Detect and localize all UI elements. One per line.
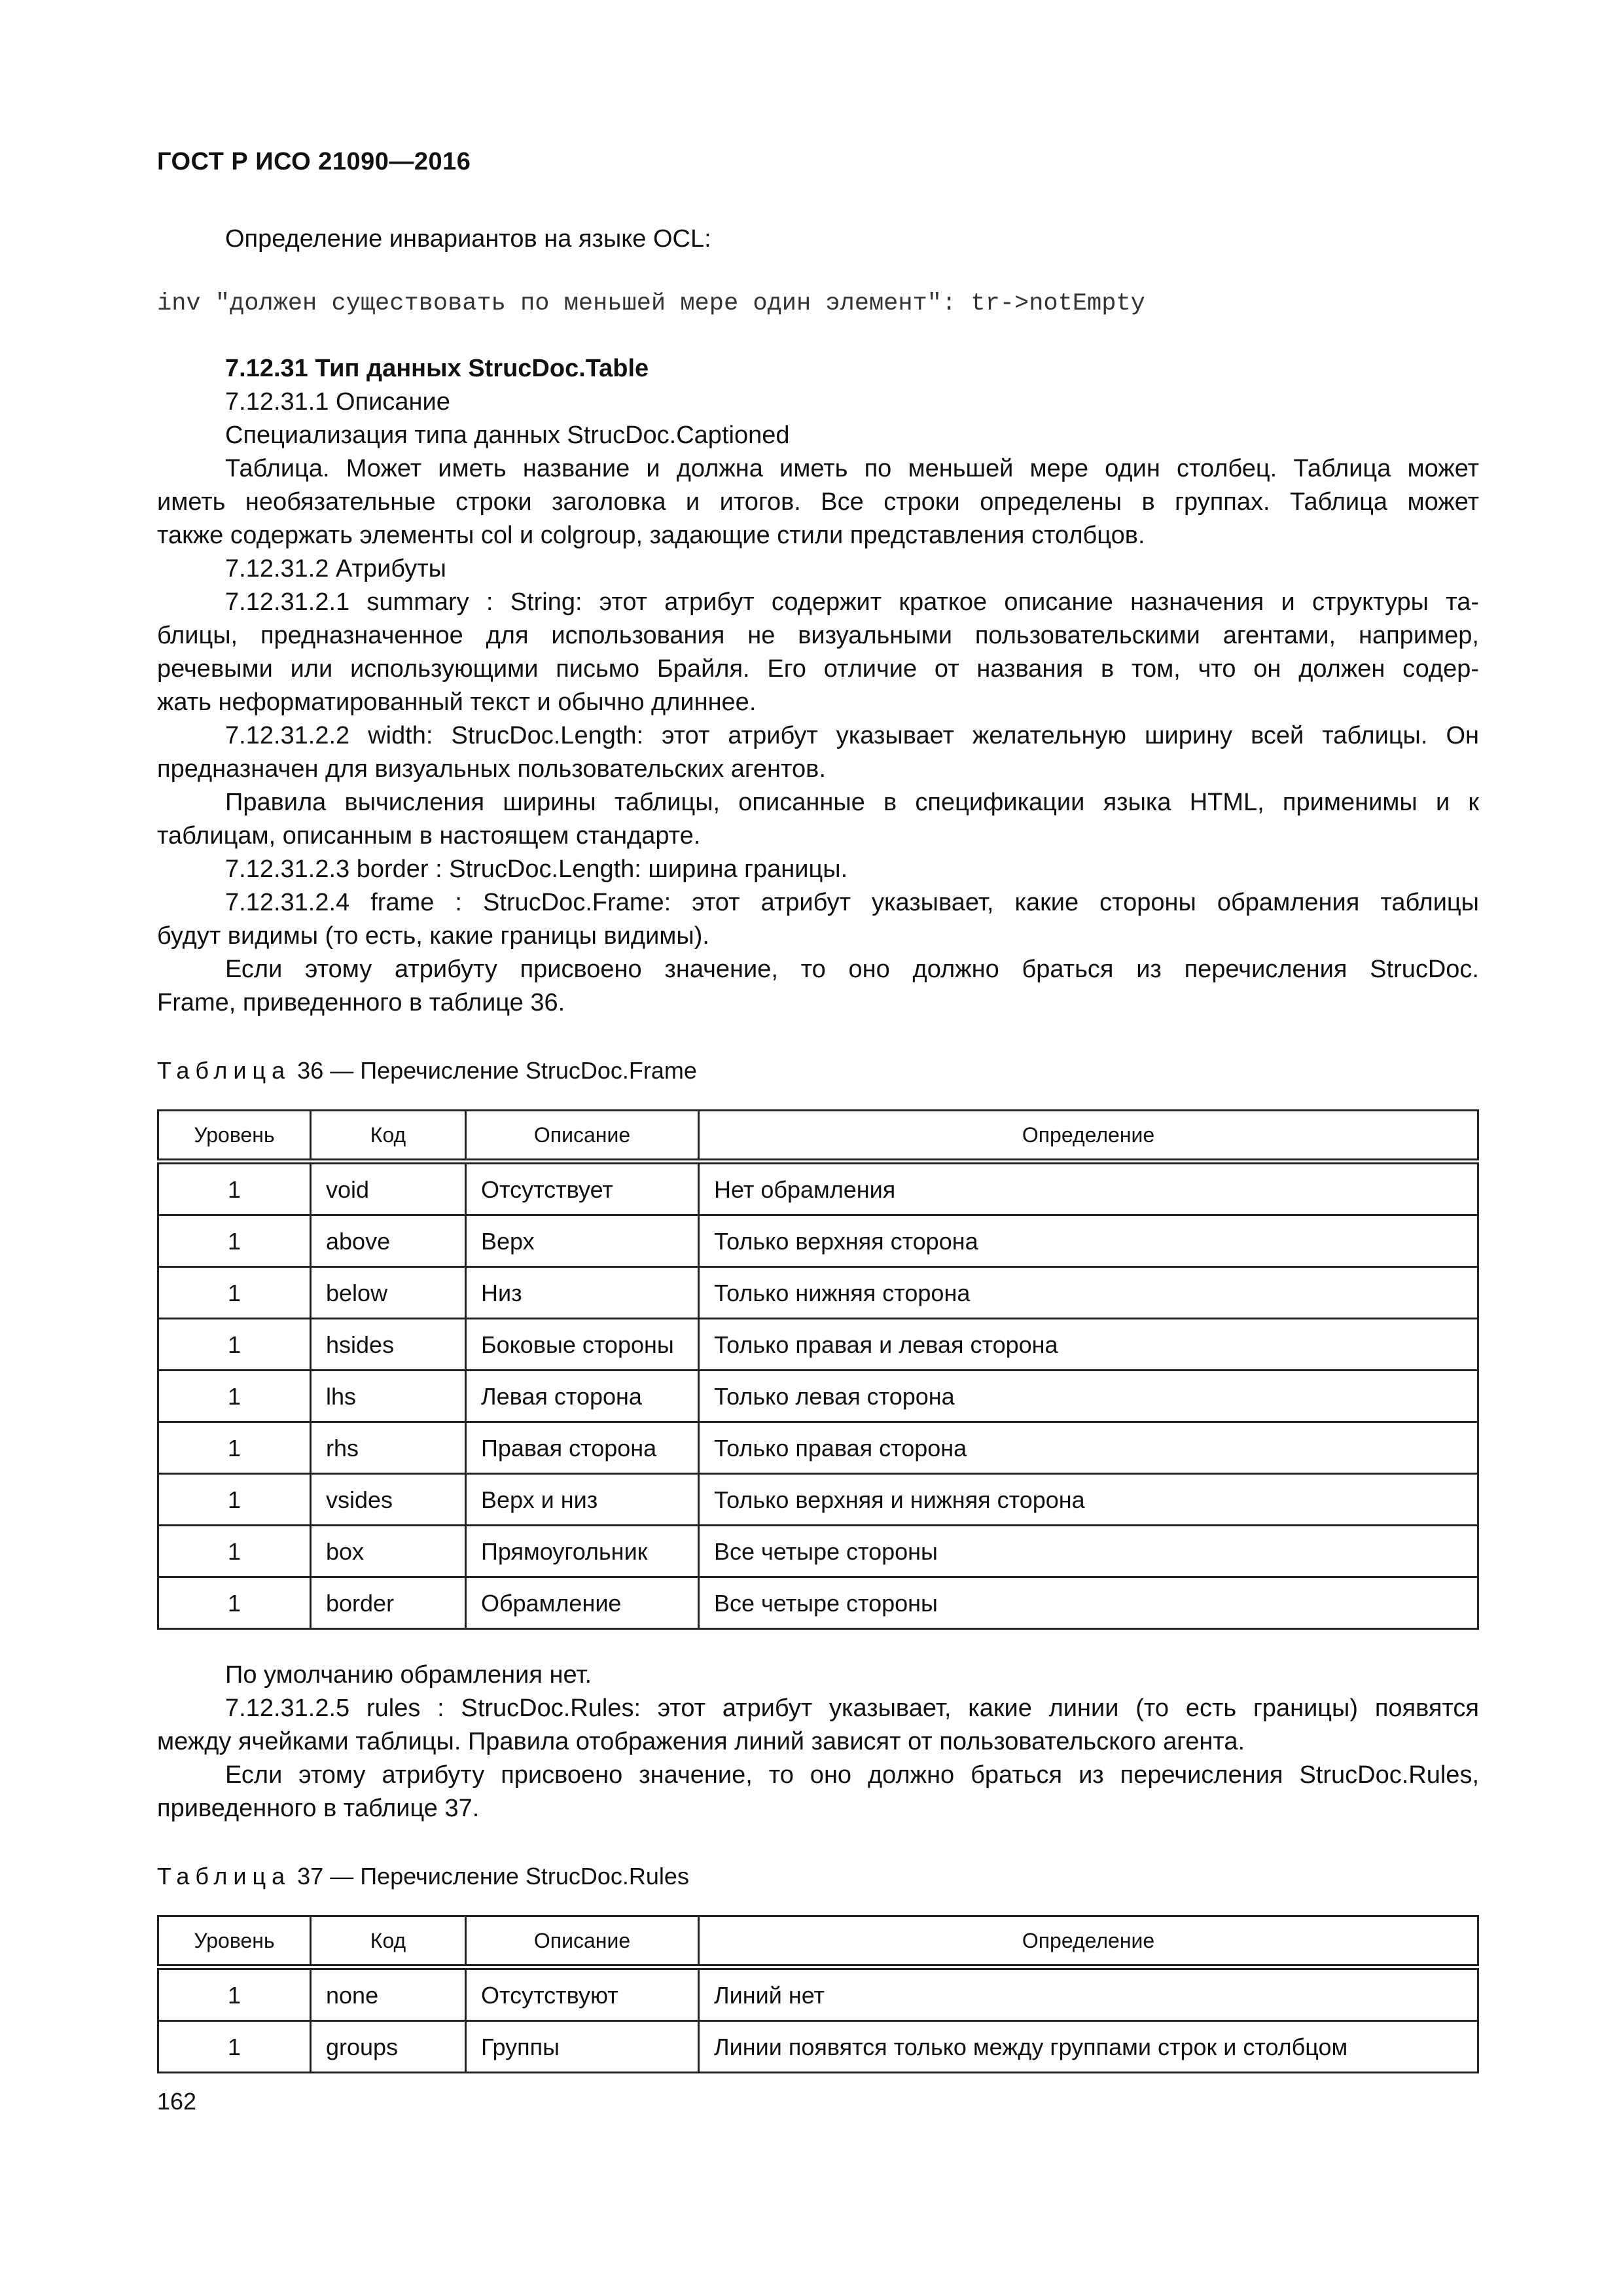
cell-definition: Только левая сторона — [699, 1371, 1478, 1422]
table-row — [158, 1967, 1478, 2021]
standard-header: ГОСТ Р ИСО 21090—2016 — [157, 148, 471, 175]
table-row — [158, 1162, 1478, 1215]
header-description: Описание — [466, 1916, 699, 1967]
cell-level: 1 — [158, 1371, 311, 1422]
summary-attr-line: 7.12.31.2.1 summary : String: этот атрибут содержит краткое описание назначения и структуры та- — [225, 588, 1479, 616]
table-37-caption — [157, 1859, 1479, 1893]
table-36-caption — [157, 1054, 1479, 1087]
cell-code: below — [311, 1267, 466, 1319]
cell-level: 1 — [158, 1162, 311, 1215]
caption-word: Таблица — [157, 1863, 291, 1890]
cell-description: Левая сторона — [466, 1371, 699, 1422]
cell-definition: Только верхняя сторона — [699, 1215, 1478, 1267]
cell-level: 1 — [158, 1319, 311, 1371]
page-number: 162 — [157, 2088, 197, 2115]
cell-description: Обрамление — [466, 1577, 699, 1629]
cell-level: 1 — [158, 1526, 311, 1577]
cell-description: Прямоугольник — [466, 1526, 699, 1577]
cell-code: none — [311, 1967, 466, 2021]
ocl-code-line: inv "должен существовать по меньшей мере один элемент": tr->notEmpty — [157, 290, 1145, 317]
rules-enum-line: приведенного в таблице 37. — [157, 1795, 480, 1822]
caption-rest: 36 — Перечисление StrucDoc.Frame — [297, 1057, 697, 1084]
rules-attr-line: 7.12.31.2.5 rules : StrucDoc.Rules: этот атрибут указывает, какие линии (то есть границы) появятся — [225, 1695, 1479, 1722]
frame-table — [157, 1109, 1479, 1630]
table-row — [158, 2021, 1478, 2073]
cell-definition: Все четыре стороны — [699, 1577, 1478, 1629]
default-frame-line: По умолчанию обрамления нет. — [225, 1661, 592, 1689]
intro-paragraph: Определение инвариантов на языке OCL: — [225, 225, 711, 253]
cell-code: groups — [311, 2021, 466, 2073]
html-rules-line: Правила вычисления ширины таблицы, описанные в спецификации языка HTML, применимы и к — [225, 789, 1479, 816]
cell-code: void — [311, 1162, 466, 1215]
width-attr-line: предназначен для визуальных пользовательских агентов. — [157, 755, 826, 783]
cell-description: Низ — [466, 1267, 699, 1319]
header-code: Код — [311, 1916, 466, 1967]
after-table-36 — [157, 1659, 1479, 1825]
header-level: Уровень — [158, 1111, 311, 1162]
cell-code: hsides — [311, 1319, 466, 1371]
rules-enum-line: Если этому атрибуту присвоено значение, то оно должно браться из перечисления StrucDoc.Rules, — [225, 1761, 1479, 1789]
cell-level: 1 — [158, 1422, 311, 1474]
cell-definition: Линий нет — [699, 1967, 1478, 2021]
cell-description: Правая сторона — [466, 1422, 699, 1474]
frame-attr-line: будут видимы (то есть, какие границы видимы). — [157, 922, 709, 950]
table-row — [158, 1422, 1478, 1474]
rules-attr-line: между ячейками таблицы. Правила отображения линий зависят от пользовательского агента. — [157, 1728, 1245, 1755]
cell-description: Верх и низ — [466, 1474, 699, 1526]
header-description: Описание — [466, 1111, 699, 1162]
cell-code: border — [311, 1577, 466, 1629]
frame-enum-line: Если этому атрибуту присвоено значение, то оно должно браться из перечисления StrucDoc. — [225, 956, 1479, 983]
table-row — [158, 1371, 1478, 1422]
cell-level: 1 — [158, 1474, 311, 1526]
header-code: Код — [311, 1111, 466, 1162]
summary-attr-line: жать неформатированный текст и обычно длиннее. — [157, 689, 757, 716]
table-header-row — [158, 1916, 1478, 1967]
specialization-line: Специализация типа данных StrucDoc.Captioned — [225, 422, 790, 449]
body-text — [157, 223, 1479, 2073]
cell-definition: Только верхняя и нижняя сторона — [699, 1474, 1478, 1526]
cell-description: Отсутствует — [466, 1162, 699, 1215]
cell-description: Верх — [466, 1215, 699, 1267]
border-attr-line: 7.12.31.2.3 border : StrucDoc.Length: ширина границы. — [225, 855, 848, 883]
table-row — [158, 1526, 1478, 1577]
description-line: также содержать элементы col и colgroup, задающие стили представления столбцов. — [157, 522, 1145, 549]
cell-definition: Только нижняя сторона — [699, 1267, 1478, 1319]
html-rules-line: таблицам, описанным в настоящем стандарте. — [157, 822, 701, 850]
cell-level: 1 — [158, 1215, 311, 1267]
cell-definition: Только правая и левая сторона — [699, 1319, 1478, 1371]
cell-level: 1 — [158, 1967, 311, 2021]
cell-code: lhs — [311, 1371, 466, 1422]
cell-level: 1 — [158, 2021, 311, 2073]
cell-level: 1 — [158, 1267, 311, 1319]
cell-code: above — [311, 1215, 466, 1267]
cell-code: box — [311, 1526, 466, 1577]
cell-code: rhs — [311, 1422, 466, 1474]
cell-definition: Только правая сторона — [699, 1422, 1478, 1474]
section-title: 7.12.31 Тип данных StrucDoc.Table — [225, 355, 649, 382]
cell-definition: Линии появятся только между группами строк и столбцом — [699, 2021, 1478, 2073]
cell-description: Боковые стороны — [466, 1319, 699, 1371]
frame-enum-line: Frame, приведенного в таблице 36. — [157, 989, 565, 1016]
description-line: Таблица. Может иметь название и должна иметь по меньшей мере один столбец. Таблица может — [225, 455, 1479, 482]
rules-table — [157, 1915, 1479, 2073]
header-definition: Определение — [699, 1111, 1478, 1162]
width-attr-line: 7.12.31.2.2 width: StrucDoc.Length: этот атрибут указывает желательную ширину всей таблицы. Он — [225, 722, 1479, 749]
table-row — [158, 1319, 1478, 1371]
summary-attr-line: речевыми или использующими письмо Брайля. Его отличие от названия в том, что он должен содер- — [157, 655, 1479, 683]
table-header-row — [158, 1111, 1478, 1162]
summary-attr-line: блицы, предназначенное для использования не визуальными пользовательскими агентами, например, — [157, 622, 1479, 649]
caption-rest: 37 — Перечисление StrucDoc.Rules — [297, 1863, 689, 1890]
table-row — [158, 1577, 1478, 1629]
cell-description: Отсутствуют — [466, 1967, 699, 2021]
description-heading: 7.12.31.1 Описание — [225, 388, 450, 416]
cell-description: Группы — [466, 2021, 699, 2073]
cell-definition: Все четыре стороны — [699, 1526, 1478, 1577]
caption-word: Таблица — [157, 1057, 291, 1084]
table-row — [158, 1267, 1478, 1319]
cell-definition: Нет обрамления — [699, 1162, 1478, 1215]
attributes-heading: 7.12.31.2 Атрибуты — [225, 555, 446, 583]
table-row — [158, 1215, 1478, 1267]
frame-attr-line: 7.12.31.2.4 frame : StrucDoc.Frame: этот атрибут указывает, какие стороны обрамления таблицы — [225, 889, 1479, 916]
cell-code: vsides — [311, 1474, 466, 1526]
table-row — [158, 1474, 1478, 1526]
cell-level: 1 — [158, 1577, 311, 1629]
description-line: иметь необязательные строки заголовка и итогов. Все строки определены в группах. Таблица может — [157, 488, 1479, 516]
header-level: Уровень — [158, 1916, 311, 1967]
header-definition: Определение — [699, 1916, 1478, 1967]
